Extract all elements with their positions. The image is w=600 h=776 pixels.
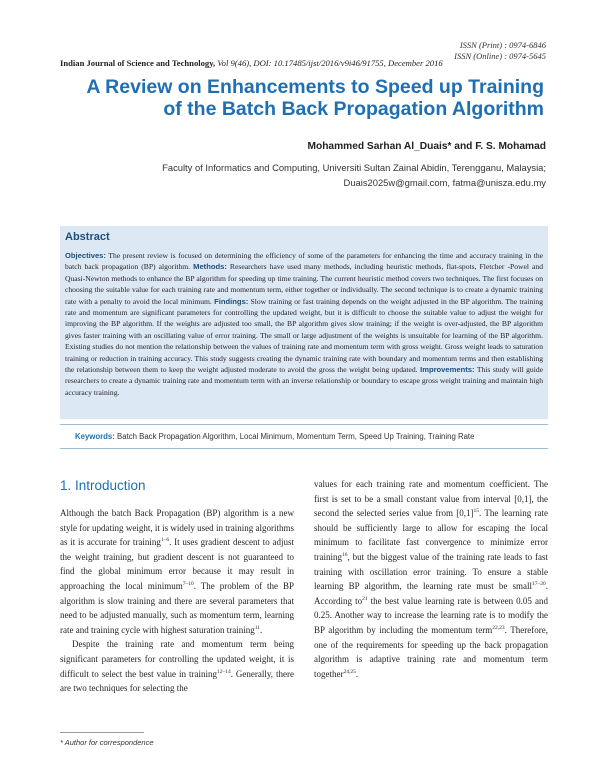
citation-ref: 7–10 [182, 580, 194, 587]
affiliation-emails: Duais2025w@gmail.com, fatma@unisza.edu.my [343, 176, 546, 188]
title-line-2: of the Batch Back Propagation Algorithm [163, 98, 544, 120]
p2-text-b: . Generally, there are two techniques for selecting the [60, 668, 294, 694]
authors: Mohammed Sarhan Al_Duais* and F. S. Mohamad [307, 141, 546, 152]
c2-text-e: the best value learning rate is between 0.05 and 0.25. Another way to increase the learning rate is to modify the BP algorithm by including the momentum term [314, 595, 548, 635]
citation-ref: 12–14 [216, 668, 231, 675]
methods-text: Researchers have used many methods, including heuristic methods, flat-spots, Fletcher -Powel and Quasi-Newton methods to enhance the BP algorithm for speeding up time training. The current heuristic method covers two techniques. The first focuses on choosing the suitable value for each training rate and momentum term, either together or individually. The second technique is to create a dynamic training rate with a penalty to avoid the local minimum. [65, 262, 544, 306]
objectives-text: The present review is focused on determining the efficiency of some of the parameters for enhancing the time and accuracy training in the batch back propagation (BP) algorithm. [65, 251, 543, 272]
paragraph-2-continued [314, 477, 548, 681]
c2-text-g: . [355, 668, 359, 679]
paragraph-2 [60, 637, 294, 695]
findings-label: Findings: [214, 296, 249, 306]
body-column-left [60, 506, 294, 696]
citation-ref: 22,23 [492, 624, 505, 631]
keywords [75, 432, 474, 441]
c2-text-a: values for each training rate and momentum coefficient. The first is set to be a small constant value from interval [0,1], the second the selected series value from [0,1] [314, 479, 548, 519]
keywords-text: Batch Back Propagation Algorithm, Local Minimum, Momentum Term, Speed Up Training, Training Rate [114, 432, 475, 441]
keywords-divider-top [60, 424, 548, 425]
c2-text-f: . Therefore, one of the requirements for speeding up the back propagation algorithm is adaptive training rate and momentum term together [314, 624, 549, 679]
p1-text-d: . [260, 624, 263, 635]
abstract-body [65, 250, 543, 398]
affiliation [86, 161, 546, 190]
journal-details: Vol 9(46), DOI: 10.17485/ijst/2016/v9i46/91755, December 2016 [217, 58, 443, 68]
p2-text-a: Despite the training rate and momentum term being significant parameters for controlling the updated weight, it is difficult to select the best value in training [60, 639, 294, 679]
journal-citation [60, 58, 443, 68]
title-line-1: A Review on Enhancements to Speed up Training [86, 76, 544, 98]
objectives-label: Objectives: [65, 251, 106, 260]
keywords-divider-bottom [60, 448, 548, 449]
paragraph-1 [60, 506, 294, 637]
findings-text: Slow training or fast training depends on the weight adjusted in the BP algorithm. The training rate and momentum are significant parameters for controlling the updated weight, but it is difficult to choose the suitable value to adjust the weight for improving the BP algorithm. If the weights are adjusted too small, the BP algorithm gives slow training; if the weight is over-adjusted, the BP algorithm gives faster training with an oscillating value of error training. The small or large adjustment of the weights is unsuitable for learning of the BP algorithm. Existing studies do not mention the relationship between the values of training rate and momentum term with gross weight. Gross weight leads to saturation training or reduction in training accuracy. This study suggests creating the dynamic training rate with boundary and momentum terms and then establishing the relationship between them to keep the weight adjusted moderate to avoid the gross the weight being updated. [65, 296, 543, 375]
citation-ref: 1–6 [160, 537, 170, 544]
issn-online: ISSN (Online) : 0974-5645 [454, 51, 546, 61]
section-heading-introduction: 1. Introduction [60, 478, 146, 493]
body-column-right [314, 477, 548, 681]
citation-ref: 16 [342, 551, 348, 558]
citation-ref: 11 [254, 624, 260, 631]
methods-label: Methods: [193, 262, 227, 272]
abstract-heading: Abstract [65, 231, 110, 243]
citation-ref: 15 [473, 508, 480, 515]
footnote-correspondence: * Author for correspondence [60, 738, 154, 747]
c2-text-c: , but the biggest value of the training rate leads to fast training with oscillation error training. To ensure a stable learning BP algorithm, the learning rate must be small [314, 551, 548, 592]
citation-ref: 17–20 [532, 581, 546, 588]
article-title [60, 76, 544, 120]
p1-text-a: Although the batch Back Propagation (BP) algorithm is a new style for updating weight, it is widely used in training algorithms as it is accurate for training [60, 508, 294, 548]
journal-name: Indian Journal of Science and Technology, [60, 58, 216, 68]
citation-ref: 21 [362, 595, 368, 602]
c2-text-d: . According to [314, 581, 548, 606]
improvements-label: Improvements: [420, 365, 475, 375]
footnote-rule [60, 732, 144, 733]
improvements-text: This study will guide researchers to create a dynamic training rate and momentum term with an inverse relationship or boundary to escape gross weight training and maintain high accuracy training. [65, 365, 543, 397]
p1-text-b: . It uses gradient descent to adjust the weight training, but gradient descent is not guaranteed to find the global minimum error because it may result in approaching the local minimum [60, 537, 294, 591]
keywords-label: Keywords: [75, 432, 115, 441]
issn-print: ISSN (Print) : 0974-6846 [459, 40, 546, 50]
p1-text-c: . The problem of the BP algorithm is slow training and there are several parameters that need to be adjusted manually, such as momentum term, learning rate and training cycle with highest saturation training [60, 580, 294, 635]
c2-text-b: . The learning rate should be sufficiently large to allow for escaping the local minimum to facilitate fast convergence to minimize error training [314, 508, 548, 562]
citation-ref: 24,25 [343, 668, 356, 675]
affiliation-line-1: Faculty of Informatics and Computing, Universiti Sultan Zainal Abidin, Terengganu, Malaysia; [162, 162, 546, 173]
